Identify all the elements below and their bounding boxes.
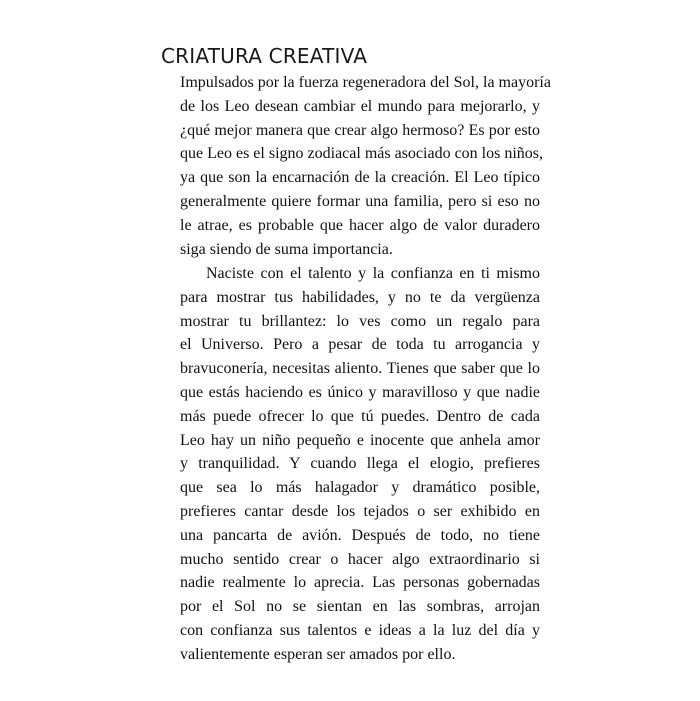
text-line: que Leo es el signo zodiacal más asociado con los niños, bbox=[180, 145, 544, 163]
text-line: para mostrar tus habilidades, y no te da vergüenza bbox=[180, 288, 540, 306]
text-line: ya que son la encarnación de la creación. El Leo típico bbox=[180, 169, 540, 187]
text-line: con confianza sus talentos e ideas a la luz del día y bbox=[180, 621, 540, 639]
text-line: que estás haciendo es único y maravilloso y que nadie bbox=[180, 383, 540, 401]
text-line: prefieres cantar desde los tejados o ser exhibido en bbox=[180, 502, 540, 520]
text-line: valientemente esperan ser amados por ello. bbox=[180, 645, 456, 663]
text-line: de los Leo desean cambiar el mundo para mejorarlo, y bbox=[180, 97, 540, 115]
text-line: siga siendo de suma importancia. bbox=[180, 240, 393, 258]
text-line: nadie realmente lo aprecia. Las personas gobernadas bbox=[180, 574, 540, 592]
text-line: y tranquilidad. Y cuando llega el elogio, prefieres bbox=[180, 455, 540, 473]
text-line: Naciste con el talento y la confianza en ti mismo bbox=[206, 265, 540, 282]
text-line: el Universo. Pero a pesar de toda tu arrogancia y bbox=[180, 336, 540, 354]
text-line: por el Sol no se sientan en las sombras, arrojan bbox=[180, 598, 540, 616]
text-line: Leo hay un niño pequeño e inocente que anhela amor bbox=[180, 431, 540, 449]
text-line: mucho sentido crear o hacer algo extraordinario si bbox=[180, 550, 540, 568]
text-line: Impulsados por la fuerza regeneradora del Sol, la mayoría bbox=[180, 74, 551, 91]
paragraph-2 bbox=[180, 262, 540, 667]
text-line: le atrae, es probable que hacer algo de valor duradero bbox=[180, 216, 540, 234]
paragraph-1 bbox=[180, 71, 551, 261]
text-line: más puede ofrecer lo que tú puedes. Dentro de cada bbox=[180, 407, 540, 425]
text-line: que sea lo más halagador y dramático posible, bbox=[180, 479, 540, 497]
text-line: generalmente quiere formar una familia, pero si eso no bbox=[180, 192, 540, 210]
section-heading: CRIATURA CREATIVA bbox=[161, 44, 368, 68]
text-line: una pancarta de avión. Después de todo, no tiene bbox=[180, 526, 540, 544]
text-line: bravuconería, necesitas aliento. Tienes que saber que lo bbox=[180, 360, 540, 378]
text-line: mostrar tu brillantez: lo ves como un regalo para bbox=[180, 312, 540, 330]
text-line: ¿qué mejor manera que crear algo hermoso? Es por esto bbox=[180, 121, 540, 139]
